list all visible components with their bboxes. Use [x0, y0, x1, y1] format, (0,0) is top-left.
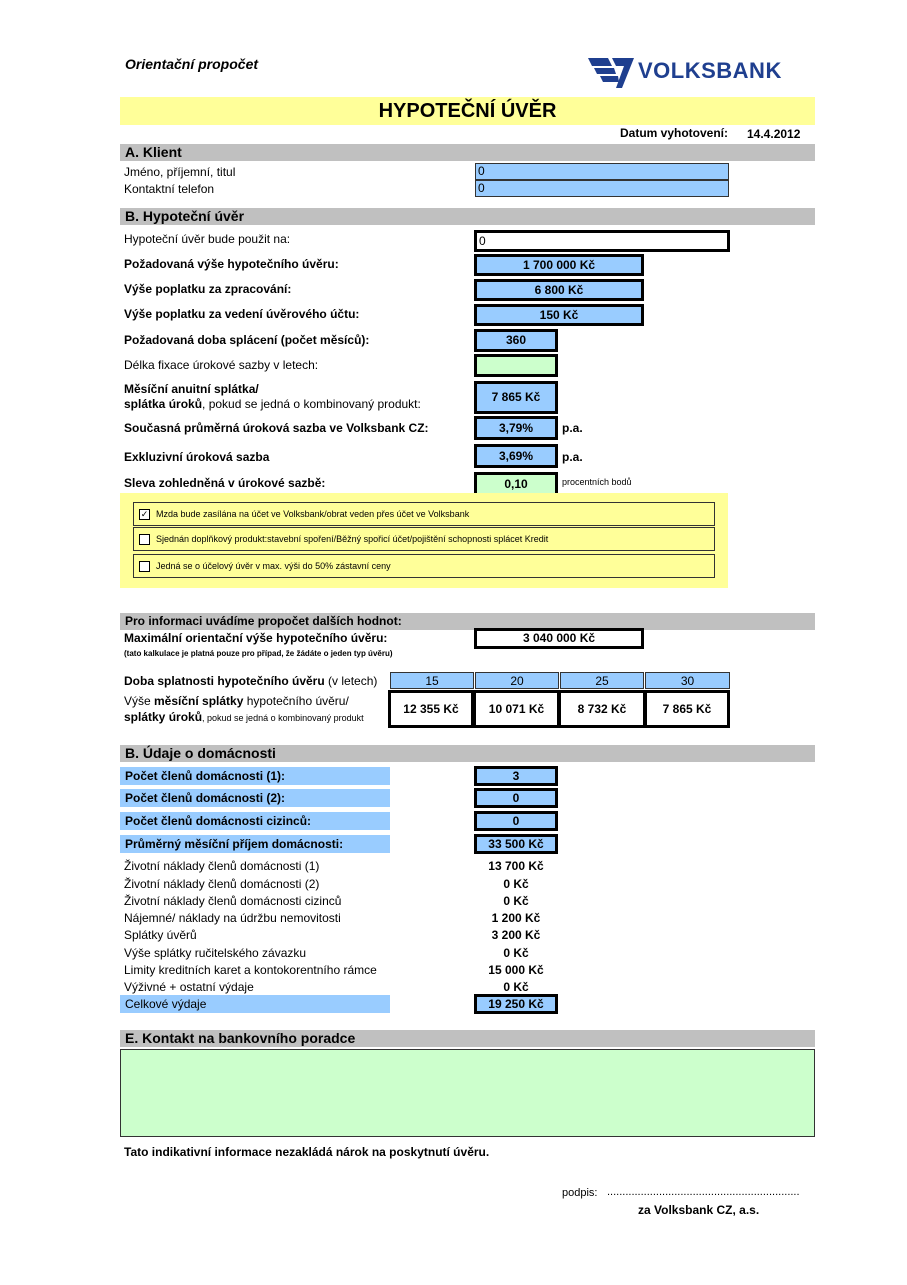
current-rate-field[interactable]: 3,79% [474, 416, 558, 440]
current-rate-label: Současná průměrná úroková sazba ve Volksbank CZ: [124, 421, 429, 435]
expense-value: 0 Kč [503, 877, 529, 891]
expense-value: 3 200 Kč [491, 928, 541, 942]
max-loan-label: Maximální orientační výše hypotečního úvěru: [124, 631, 388, 645]
condition-salary-checkbox[interactable]: ✓ [140, 508, 149, 519]
expense-value: 1 200 Kč [491, 911, 541, 925]
term-20-header: 20 [475, 672, 559, 689]
section-client: A. Klient [120, 144, 815, 161]
volksbank-logo-icon [588, 54, 634, 88]
signature-label: podpis: [562, 1187, 598, 1199]
term-30-header: 30 [645, 672, 730, 689]
foreign-members-label: Počet členů domácnosti cizinců: [120, 812, 390, 830]
exclusive-rate-unit: p.a. [562, 450, 583, 464]
term-years-label [124, 674, 377, 688]
discount-field[interactable]: 0,10 [474, 472, 558, 496]
document-subtitle: Orientační propočet [125, 56, 259, 72]
income-field[interactable]: 33 500 Kč [474, 834, 558, 854]
discount-label: Sleva zohledněná v úrokové sazbě: [124, 476, 326, 490]
expense-label: Výše splátky ručitelského závazku [124, 946, 307, 960]
condition-salary-label: Mzda bude zasílána na účet ve Volksbank/obrat veden přes účet ve Volksbank [156, 509, 470, 519]
mpl-word1: Výše [124, 694, 155, 708]
expense-value: 0 Kč [503, 980, 529, 994]
expense-label: Limity kreditních karet a kontokorentního rámce [124, 963, 377, 977]
expense-label: Splátky úvěrů [124, 928, 197, 942]
expense-label: Životní náklady členů domácnosti (1) [124, 859, 320, 873]
mpl-bold: měsíční splátky [154, 694, 244, 708]
purpose-label: Hypoteční úvěr bude použit na: [124, 232, 291, 246]
total-expenses-field: 19 250 Kč [474, 994, 558, 1014]
fixation-label: Délka fixace úrokové sazby v letech: [124, 358, 319, 372]
foreign-members-field[interactable]: 0 [474, 811, 558, 831]
condition-purpose-row[interactable] [133, 554, 715, 578]
section-household: B. Údaje o domácnosti [120, 745, 815, 762]
signature-company: za Volksbank CZ, a.s. [638, 1203, 760, 1217]
payment-label-line1: Měsíční anuitní splátka/ [124, 382, 259, 396]
expense-label: Výživné + ostatní výdaje [124, 980, 254, 994]
purpose-field[interactable]: 0 [474, 230, 730, 252]
client-name-label: Jméno, příjemní, titul [124, 165, 236, 179]
account-fee-field[interactable]: 150 Kč [474, 304, 644, 326]
processing-fee-label: Výše poplatku za zpracování: [124, 282, 292, 296]
expense-label: Životní náklady členů domácnosti (2) [124, 877, 320, 891]
client-phone-label: Kontaktní telefon [124, 182, 215, 196]
members1-field[interactable]: 3 [474, 766, 558, 786]
volksbank-logo [588, 54, 782, 88]
monthly-payment-table-label-line2 [124, 710, 364, 724]
disclaimer: Tato indikativní informace nezakládá nárok na poskytnutí úvěru. [124, 1145, 490, 1159]
client-phone-field[interactable]: 0 [475, 180, 729, 197]
current-rate-unit: p.a. [562, 421, 583, 435]
section-contact: E. Kontakt na bankovního poradce [120, 1030, 815, 1047]
monthly-payment-field[interactable]: 7 865 Kč [474, 381, 558, 414]
term-years-label-bold: Doba splatnosti hypotečního úvěru [124, 674, 325, 688]
loan-amount-label: Požadovaná výše hypotečního úvěru: [124, 257, 339, 271]
page-title: HYPOTEČNÍ ÚVĚR [120, 97, 815, 125]
client-name-field[interactable]: 0 [475, 163, 729, 180]
date-label: Datum vyhotovení: [620, 126, 729, 140]
members2-label: Počet členů domácnosti (2): [120, 789, 390, 807]
payment-20-cell: 10 071 Kč [473, 690, 560, 728]
condition-product-label: Sjednán doplňkový produkt:stavební spoření/Běžný spořicí účet/pojištění schopnosti splácet Kredit [156, 534, 549, 544]
mpl2-rest: , pokud se jedná o kombinovaný produkt [202, 713, 364, 723]
payment-30-cell: 7 865 Kč [644, 690, 730, 728]
condition-salary-row[interactable] [133, 502, 715, 526]
total-expenses-label: Celkové výdaje [120, 995, 390, 1013]
processing-fee-field[interactable]: 6 800 Kč [474, 279, 644, 301]
expense-value: 13 700 Kč [488, 859, 544, 873]
advisor-contact-box[interactable] [120, 1049, 815, 1137]
income-label: Průměrný měsíční příjem domácnosti: [120, 835, 390, 853]
repayment-term-field[interactable]: 360 [474, 329, 558, 352]
term-15-header: 15 [390, 672, 474, 689]
expense-value: 15 000 Kč [488, 963, 544, 977]
term-25-header: 25 [560, 672, 644, 689]
payment-25-cell: 8 732 Kč [558, 690, 646, 728]
brand-name: VOLKSBANK [638, 58, 782, 83]
date-value: 14.4.2012 [747, 127, 801, 141]
fixation-field[interactable] [474, 354, 558, 377]
section-mortgage: B. Hypoteční úvěr [120, 208, 815, 225]
repayment-term-label: Požadovaná doba splácení (počet měsíců): [124, 333, 370, 347]
monthly-payment-table-label-line1 [124, 694, 349, 708]
expense-value: 0 Kč [503, 894, 529, 908]
account-fee-label: Výše poplatku za vedení úvěrového účtu: [124, 307, 360, 321]
signature-line: ............................................................... [607, 1186, 800, 1198]
payment-label-line2 [124, 397, 421, 411]
payment-label-bold: splátka úroků [124, 397, 203, 411]
members2-field[interactable]: 0 [474, 788, 558, 808]
exclusive-rate-label: Exkluzivní úroková sazba [124, 450, 270, 464]
mpl-rest: hypotečního úvěru/ [243, 694, 349, 708]
expense-label: Nájemné/ náklady na údržbu nemovitosti [124, 911, 341, 925]
members1-label: Počet členů domácnosti (1): [120, 767, 390, 785]
condition-purpose-checkbox[interactable] [139, 561, 150, 572]
payment-label-rest: , pokud se jedná o kombinovaný produkt: [202, 397, 421, 411]
condition-product-checkbox[interactable] [139, 534, 150, 545]
condition-product-row[interactable] [133, 527, 715, 551]
term-years-label-unit: (v letech) [324, 674, 378, 688]
payment-15-cell: 12 355 Kč [388, 690, 474, 728]
loan-amount-field[interactable]: 1 700 000 Kč [474, 254, 644, 276]
discount-unit: procentních bodů [562, 477, 632, 487]
expense-label: Životní náklady členů domácnosti cizinců [124, 894, 342, 908]
condition-purpose-label: Jedná se o účelový úvěr v max. výši do 50% zástavní ceny [156, 561, 391, 571]
section-info: Pro informaci uvádíme propočet dalších hodnot: [120, 613, 815, 630]
max-loan-field: 3 040 000 Kč [474, 628, 644, 649]
max-loan-note: (tato kalkulace je platná pouze pro případ, že žádáte o jeden typ úvěru) [124, 649, 393, 658]
mpl2-bold: splátky úroků [124, 710, 203, 724]
expense-value: 0 Kč [503, 946, 529, 960]
exclusive-rate-field[interactable]: 3,69% [474, 444, 558, 468]
